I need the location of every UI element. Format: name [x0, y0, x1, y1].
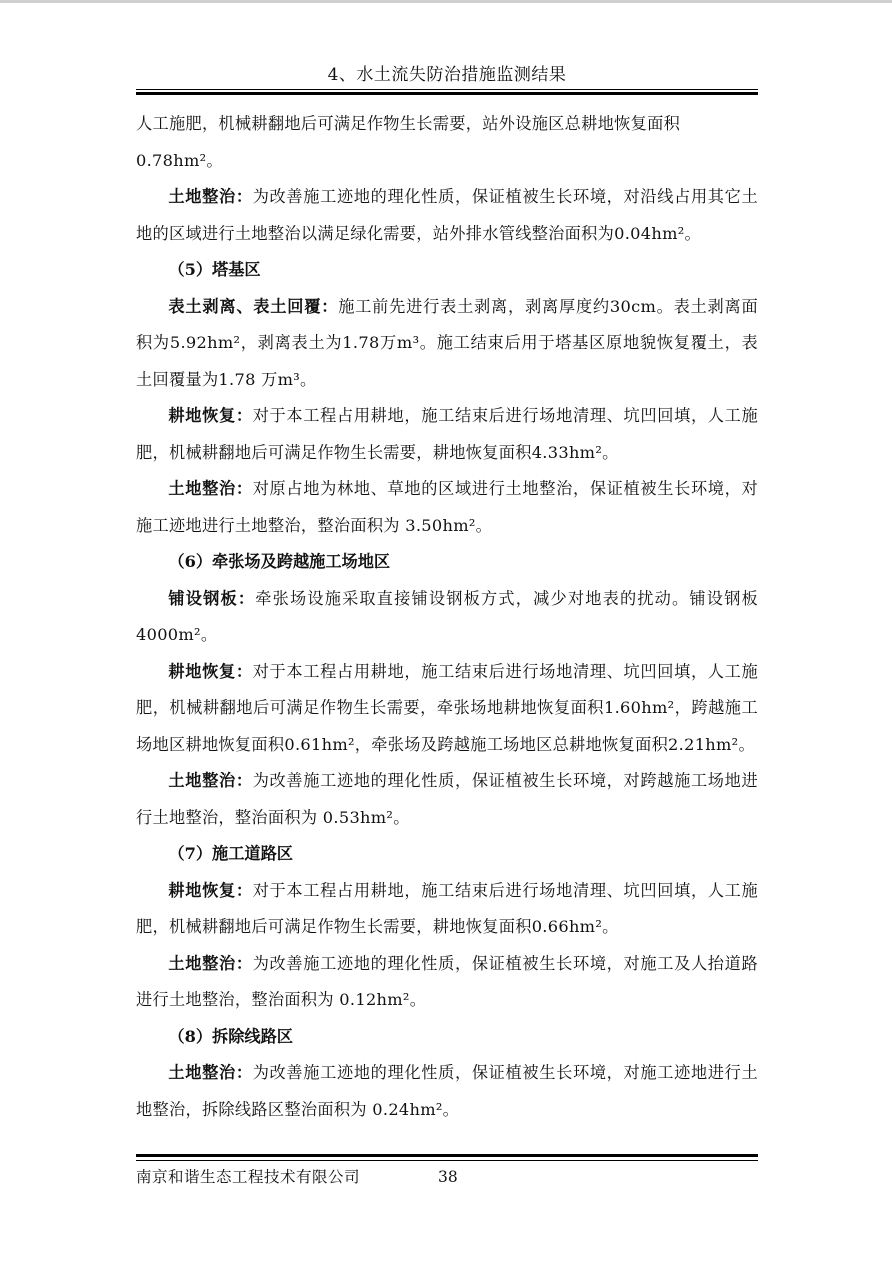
- paragraph-text: 施工前先进行表土剥离，剥离厚度约30cm。表土剥离面积为5.92hm²，剥离表土为1.78万m³。施工结束后用于塔基区原地貌恢复覆土，表土回覆量为1.78 万m³。: [136, 296, 759, 389]
- paragraph: [136, 179, 758, 252]
- footer-rule-thick: [136, 1154, 758, 1157]
- paragraph-text: 牵张场设施采取直接铺设钢板方式，减少对地表的扰动。铺设钢板4000m²。: [136, 588, 759, 644]
- paragraph: [136, 398, 758, 471]
- header-rule-thick: [136, 92, 758, 95]
- paragraph: [136, 1055, 758, 1128]
- paragraph-text: 为改善施工迹地的理化性质，保证植被生长环境，对施工及人抬道路进行土地整治，整治面积为 0.12hm²。: [136, 953, 759, 1009]
- section-heading: （8）拆除线路区: [168, 1026, 293, 1046]
- paragraph-text: 对原占地为林地、草地的区域进行土地整治，保证植被生长环境，对施工迹地进行土地整治，整治面积为 3.50hm²。: [136, 479, 759, 535]
- footer-rule-thin: [136, 1160, 758, 1161]
- paragraph-text: 0.78hm²。: [136, 150, 223, 170]
- paragraph-keyword: 表土剥离、表土回覆：: [168, 296, 339, 316]
- paragraph-keyword: 土地整治：: [168, 187, 253, 206]
- paragraph: [136, 763, 758, 836]
- paragraph-keyword: 耕地恢复：: [168, 880, 253, 900]
- paragraph-keyword: 耕地恢复：: [168, 661, 253, 681]
- paragraph: [136, 289, 758, 399]
- paragraph: [136, 946, 758, 1019]
- document-body: [136, 106, 758, 1128]
- paragraph-text: 为改善施工迹地的理化性质，保证植被生长环境，对跨越施工场地进行土地整治，整治面积为 0.53hm²。: [136, 771, 759, 827]
- paragraph: [136, 581, 758, 654]
- page-number: 38: [438, 1168, 458, 1186]
- paragraph: [136, 106, 758, 179]
- paragraph-text: 为改善施工迹地的理化性质，保证植被生长环境，对施工迹地进行土地整治，拆除线路区整治面积为 0.24hm²。: [136, 1063, 759, 1119]
- section-heading: （7）施工道路区: [168, 844, 293, 863]
- paragraph-keyword: 耕地恢复：: [168, 406, 253, 425]
- page-header-title: 4、水土流失防治措施监测结果: [327, 65, 567, 85]
- page-top-border: [0, 0, 892, 3]
- paragraph-keyword: 土地整治：: [168, 953, 253, 973]
- paragraph: [136, 471, 758, 544]
- footer-company: 南京和谐生态工程技术有限公司: [136, 1168, 361, 1186]
- paragraph: [136, 654, 758, 764]
- section-heading: （5）塔基区: [168, 260, 261, 279]
- paragraph-keyword: 土地整治：: [168, 479, 253, 498]
- paragraph-text: 人工施肥，机械耕翻地后可满足作物生长需要，站外设施区总耕地恢复面积: [136, 114, 681, 133]
- section-heading: （6）牵张场及跨越施工场地区: [168, 552, 391, 571]
- paragraph-text: 对于本工程占用耕地，施工结束后进行场地清理、坑凹回填，人工施肥，机械耕翻地后可满足作物生长需要，牵张场地耕地恢复面积1.60hm²，跨越施工场地区耕地恢复面积0.61hm²，牵张场及跨越施工场地区总耕地恢复面积2.21hm²。: [136, 661, 759, 754]
- paragraph-keyword: 铺设钢板：: [168, 588, 256, 608]
- paragraph-keyword: 土地整治：: [168, 771, 253, 790]
- paragraph-keyword: 土地整治：: [168, 1063, 253, 1082]
- header-rule-thin: [136, 89, 758, 90]
- paragraph-text: 对于本工程占用耕地，施工结束后进行场地清理、坑凹回填，人工施肥，机械耕翻地后可满足作物生长需要，耕地恢复面积4.33hm²。: [136, 406, 759, 462]
- paragraph-text: 对于本工程占用耕地，施工结束后进行场地清理、坑凹回填，人工施肥，机械耕翻地后可满足作物生长需要，耕地恢复面积0.66hm²。: [136, 880, 759, 936]
- paragraph-text: 为改善施工迹地的理化性质，保证植被生长环境，对沿线占用其它土地的区域进行土地整治以满足绿化需要，站外排水管线整治面积为0.04hm²。: [136, 187, 759, 243]
- paragraph: [136, 873, 758, 946]
